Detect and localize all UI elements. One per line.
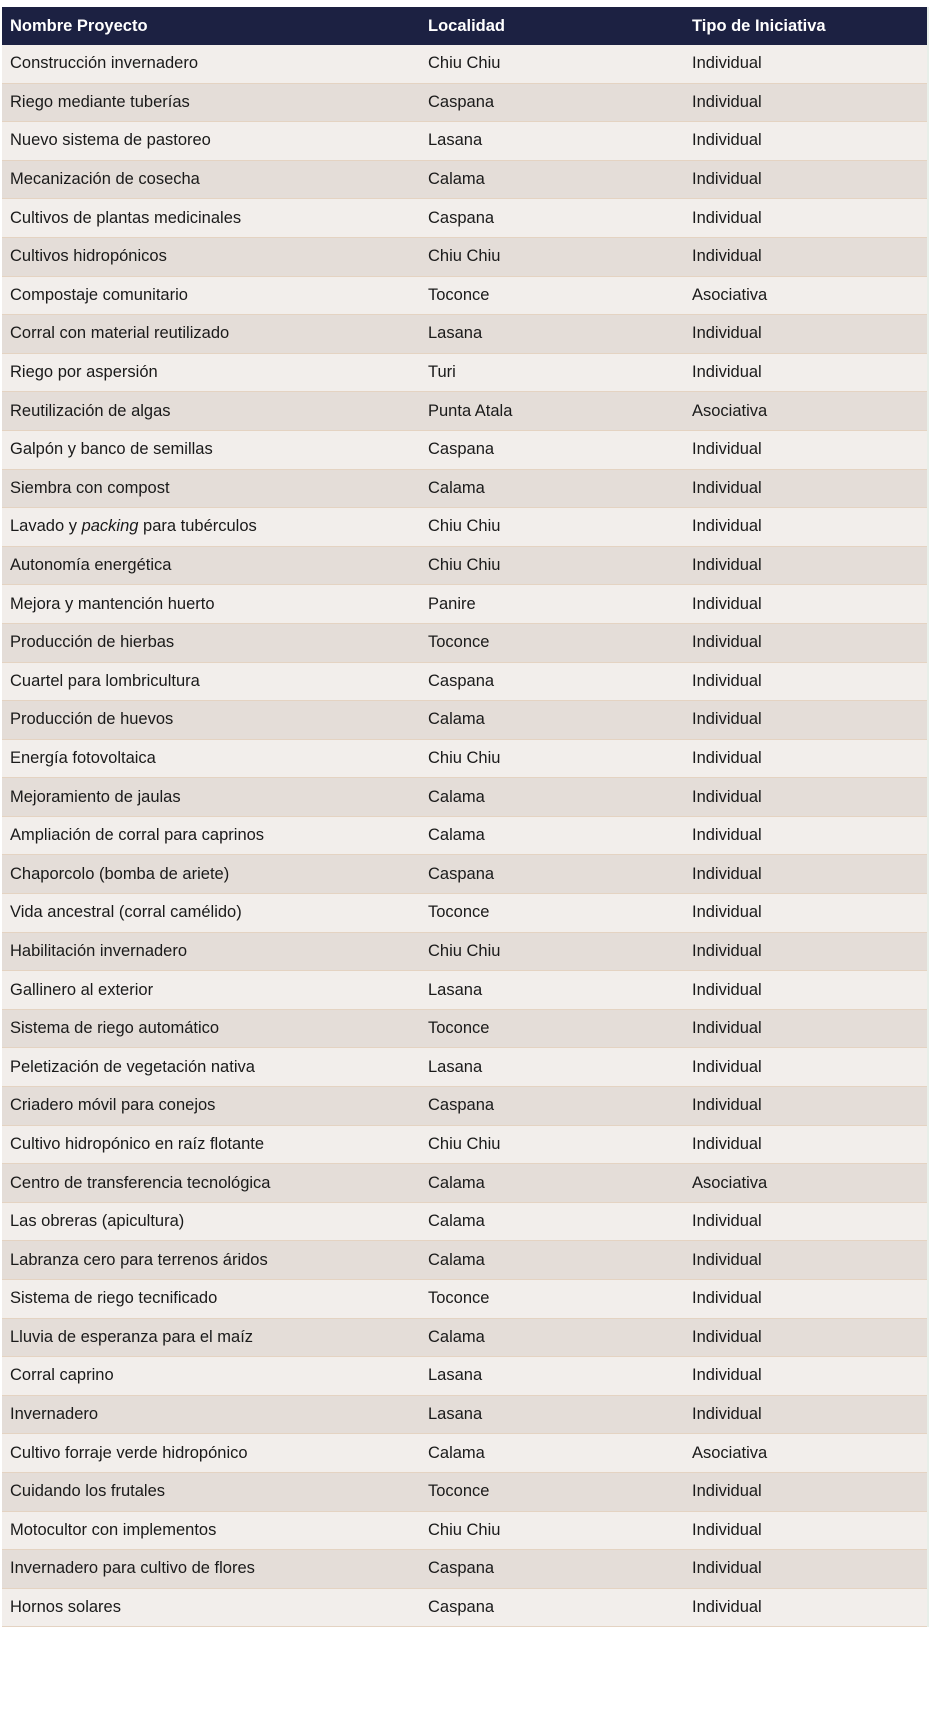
cell-localidad: Lasana	[428, 131, 483, 150]
table-row	[2, 547, 927, 586]
table-row	[2, 740, 927, 779]
table-row	[2, 971, 927, 1010]
cell-nombre-proyecto: Cultivos de plantas medicinales	[10, 208, 242, 227]
cell-nombre-proyecto: Invernadero para cultivo de flores	[10, 1559, 255, 1578]
cell-nombre-proyecto: Cultivo forraje verde hidropónico	[10, 1443, 248, 1462]
cell-tipo-iniciativa: Individual	[692, 363, 762, 382]
table-body	[2, 45, 927, 1627]
table-row	[2, 45, 927, 84]
cell-localidad: Turi	[428, 363, 456, 382]
cell-nombre-proyecto: Chaporcolo (bomba de ariete)	[10, 864, 230, 883]
cell-tipo-iniciativa: Individual	[692, 1096, 762, 1115]
cell-localidad: Caspana	[428, 440, 495, 459]
cell-nombre-proyecto: Centro de transferencia tecnológica	[10, 1173, 271, 1192]
cell-tipo-iniciativa: Individual	[692, 903, 762, 922]
cell-localidad: Calama	[428, 170, 485, 189]
cell-localidad: Lasana	[428, 1405, 483, 1424]
table-row	[2, 431, 927, 470]
cell-tipo-iniciativa: Individual	[692, 54, 762, 73]
cell-nombre-proyecto: Sistema de riego tecnificado	[10, 1289, 218, 1308]
cell-nombre-proyecto: Riego mediante tuberías	[10, 92, 190, 111]
cell-nombre-proyecto: Labranza cero para terrenos áridos	[10, 1250, 268, 1269]
cell-tipo-iniciativa: Individual	[692, 980, 762, 999]
cell-localidad: Calama	[428, 826, 485, 845]
table-row	[2, 1010, 927, 1049]
cell-localidad: Caspana	[428, 1559, 495, 1578]
table-row	[2, 392, 927, 431]
table-row	[2, 1473, 927, 1512]
cell-nombre-proyecto: Cuidando los frutales	[10, 1482, 166, 1501]
table-row	[2, 933, 927, 972]
cell-tipo-iniciativa: Individual	[692, 517, 762, 536]
cell-tipo-iniciativa: Asociativa	[692, 401, 768, 420]
cell-tipo-iniciativa: Individual	[692, 1212, 762, 1231]
cell-tipo-iniciativa: Individual	[692, 208, 762, 227]
table-row	[2, 778, 927, 817]
cell-nombre-proyecto: Reutilización de algas	[10, 401, 171, 420]
cell-tipo-iniciativa: Individual	[692, 748, 762, 767]
cell-localidad: Calama	[428, 1173, 485, 1192]
cell-nombre-proyecto: Peletización de vegetación nativa	[10, 1057, 255, 1076]
table-row	[2, 855, 927, 894]
table-row	[2, 315, 927, 354]
cell-nombre-proyecto: Gallinero al exterior	[10, 980, 154, 999]
cell-nombre-proyecto: Vida ancestral (corral camélido)	[10, 903, 242, 922]
cell-tipo-iniciativa: Asociativa	[692, 285, 768, 304]
cell-localidad: Caspana	[428, 671, 495, 690]
cell-localidad: Chiu Chiu	[428, 517, 501, 536]
cell-localidad: Toconce	[428, 1289, 490, 1308]
cell-nombre-proyecto: Invernadero	[10, 1405, 99, 1424]
cell-nombre-proyecto: Ampliación de corral para caprinos	[10, 826, 265, 845]
cell-text-italic: packing	[81, 517, 139, 536]
cell-tipo-iniciativa: Individual	[692, 478, 762, 497]
cell-localidad: Toconce	[428, 633, 490, 652]
cell-nombre-proyecto: Criadero móvil para conejos	[10, 1096, 216, 1115]
table-row	[2, 354, 927, 393]
cell-localidad: Toconce	[428, 1482, 490, 1501]
table-row	[2, 199, 927, 238]
cell-localidad: Chiu Chiu	[428, 1520, 501, 1539]
table-row	[2, 1164, 927, 1203]
cell-tipo-iniciativa: Individual	[692, 1057, 762, 1076]
table-row	[2, 1203, 927, 1242]
cell-tipo-iniciativa: Individual	[692, 594, 762, 613]
cell-nombre-proyecto: Mecanización de cosecha	[10, 170, 200, 189]
cell-localidad: Caspana	[428, 864, 495, 883]
cell-localidad: Lasana	[428, 980, 483, 999]
cell-localidad: Calama	[428, 1250, 485, 1269]
cell-localidad: Chiu Chiu	[428, 54, 501, 73]
cell-tipo-iniciativa: Individual	[692, 941, 762, 960]
cell-nombre-proyecto	[2, 517, 420, 536]
cell-nombre-proyecto: Producción de hierbas	[10, 633, 175, 652]
table-row	[2, 1087, 927, 1126]
cell-nombre-proyecto: Lluvia de esperanza para el maíz	[10, 1327, 254, 1346]
cell-localidad: Punta Atala	[428, 401, 513, 420]
table-row	[2, 122, 927, 161]
table-row	[2, 470, 927, 509]
cell-tipo-iniciativa: Asociativa	[692, 1443, 768, 1462]
cell-nombre-proyecto: Galpón y banco de semillas	[10, 440, 213, 459]
cell-nombre-proyecto: Habilitación invernadero	[10, 941, 188, 960]
header-nombre-proyecto: Nombre Proyecto	[10, 16, 148, 35]
table-row	[2, 1319, 927, 1358]
cell-tipo-iniciativa: Individual	[692, 324, 762, 343]
cell-localidad: Calama	[428, 1212, 485, 1231]
table-row	[2, 277, 927, 316]
table-row	[2, 1434, 927, 1473]
cell-tipo-iniciativa: Individual	[692, 92, 762, 111]
cell-text-post: para tubérculos	[138, 517, 257, 536]
cell-tipo-iniciativa: Individual	[692, 247, 762, 266]
cell-nombre-proyecto: Energía fotovoltaica	[10, 748, 156, 767]
cell-nombre-proyecto: Riego por aspersión	[10, 363, 158, 382]
cell-tipo-iniciativa: Individual	[692, 556, 762, 575]
cell-localidad: Caspana	[428, 92, 495, 111]
table-row	[2, 1048, 927, 1087]
cell-tipo-iniciativa: Individual	[692, 1598, 762, 1617]
cell-tipo-iniciativa: Individual	[692, 440, 762, 459]
cell-localidad: Calama	[428, 478, 485, 497]
table-row	[2, 585, 927, 624]
table-row	[2, 624, 927, 663]
cell-tipo-iniciativa: Individual	[692, 1482, 762, 1501]
cell-nombre-proyecto: Corral caprino	[10, 1366, 114, 1385]
cell-localidad: Calama	[428, 710, 485, 729]
cell-nombre-proyecto: Las obreras (apicultura)	[10, 1212, 185, 1231]
cell-tipo-iniciativa: Individual	[692, 1134, 762, 1153]
cell-nombre-proyecto: Compostaje comunitario	[10, 285, 188, 304]
cell-text-pre: Lavado y	[10, 517, 82, 536]
cell-localidad: Toconce	[428, 903, 490, 922]
table-row	[2, 84, 927, 123]
table-row	[2, 1550, 927, 1589]
table-row	[2, 1357, 927, 1396]
cell-localidad: Chiu Chiu	[428, 556, 501, 575]
cell-nombre-proyecto: Mejoramiento de jaulas	[10, 787, 181, 806]
cell-localidad: Chiu Chiu	[428, 1134, 501, 1153]
cell-nombre-proyecto: Cultivos hidropónicos	[10, 247, 167, 266]
cell-tipo-iniciativa: Individual	[692, 633, 762, 652]
table-header	[2, 7, 927, 45]
projects-table	[2, 7, 929, 1627]
cell-localidad: Caspana	[428, 1598, 495, 1617]
cell-localidad: Chiu Chiu	[428, 941, 501, 960]
cell-tipo-iniciativa: Individual	[692, 1250, 762, 1269]
cell-tipo-iniciativa: Individual	[692, 787, 762, 806]
table-row	[2, 161, 927, 200]
cell-nombre-proyecto: Cultivo hidropónico en raíz flotante	[10, 1134, 265, 1153]
cell-tipo-iniciativa: Individual	[692, 671, 762, 690]
table-row	[2, 1241, 927, 1280]
table-row	[2, 1280, 927, 1319]
table-row	[2, 663, 927, 702]
cell-nombre-proyecto: Sistema de riego automático	[10, 1019, 220, 1038]
table-row	[2, 508, 927, 547]
cell-nombre-proyecto: Construcción invernadero	[10, 54, 199, 73]
cell-nombre-proyecto: Producción de huevos	[10, 710, 174, 729]
cell-localidad: Calama	[428, 1443, 485, 1462]
cell-tipo-iniciativa: Individual	[692, 1289, 762, 1308]
cell-tipo-iniciativa: Individual	[692, 864, 762, 883]
cell-localidad: Lasana	[428, 324, 483, 343]
cell-nombre-proyecto: Autonomía energética	[10, 556, 172, 575]
table-row	[2, 701, 927, 740]
cell-tipo-iniciativa: Individual	[692, 131, 762, 150]
table-row	[2, 894, 927, 933]
header-tipo-iniciativa: Tipo de Iniciativa	[692, 16, 826, 35]
cell-tipo-iniciativa: Individual	[692, 170, 762, 189]
cell-nombre-proyecto: Hornos solares	[10, 1598, 121, 1617]
cell-nombre-proyecto: Mejora y mantención huerto	[10, 594, 215, 613]
table-row	[2, 1126, 927, 1165]
cell-nombre-proyecto: Siembra con compost	[10, 478, 170, 497]
cell-localidad: Lasana	[428, 1366, 483, 1385]
cell-localidad: Toconce	[428, 285, 490, 304]
cell-localidad: Caspana	[428, 208, 495, 227]
table-row	[2, 1512, 927, 1551]
cell-localidad: Lasana	[428, 1057, 483, 1076]
cell-tipo-iniciativa: Individual	[692, 1520, 762, 1539]
cell-tipo-iniciativa: Individual	[692, 710, 762, 729]
cell-tipo-iniciativa: Individual	[692, 1019, 762, 1038]
table-row	[2, 817, 927, 856]
cell-localidad: Chiu Chiu	[428, 748, 501, 767]
cell-localidad: Caspana	[428, 1096, 495, 1115]
cell-nombre-proyecto: Nuevo sistema de pastoreo	[10, 131, 211, 150]
cell-localidad: Calama	[428, 787, 485, 806]
cell-nombre-proyecto: Cuartel para lombricultura	[10, 671, 200, 690]
cell-tipo-iniciativa: Individual	[692, 1559, 762, 1578]
cell-localidad: Toconce	[428, 1019, 490, 1038]
cell-tipo-iniciativa: Individual	[692, 1327, 762, 1346]
table-row	[2, 1589, 927, 1628]
cell-nombre-proyecto: Corral con material reutilizado	[10, 324, 230, 343]
cell-nombre-proyecto: Motocultor con implementos	[10, 1520, 217, 1539]
header-localidad: Localidad	[428, 16, 506, 35]
cell-localidad: Calama	[428, 1327, 485, 1346]
cell-tipo-iniciativa: Individual	[692, 826, 762, 845]
cell-localidad: Panire	[428, 594, 476, 613]
table-row	[2, 1396, 927, 1435]
cell-tipo-iniciativa: Individual	[692, 1405, 762, 1424]
cell-tipo-iniciativa: Asociativa	[692, 1173, 768, 1192]
table-row	[2, 238, 927, 277]
cell-tipo-iniciativa: Individual	[692, 1366, 762, 1385]
cell-localidad: Chiu Chiu	[428, 247, 501, 266]
